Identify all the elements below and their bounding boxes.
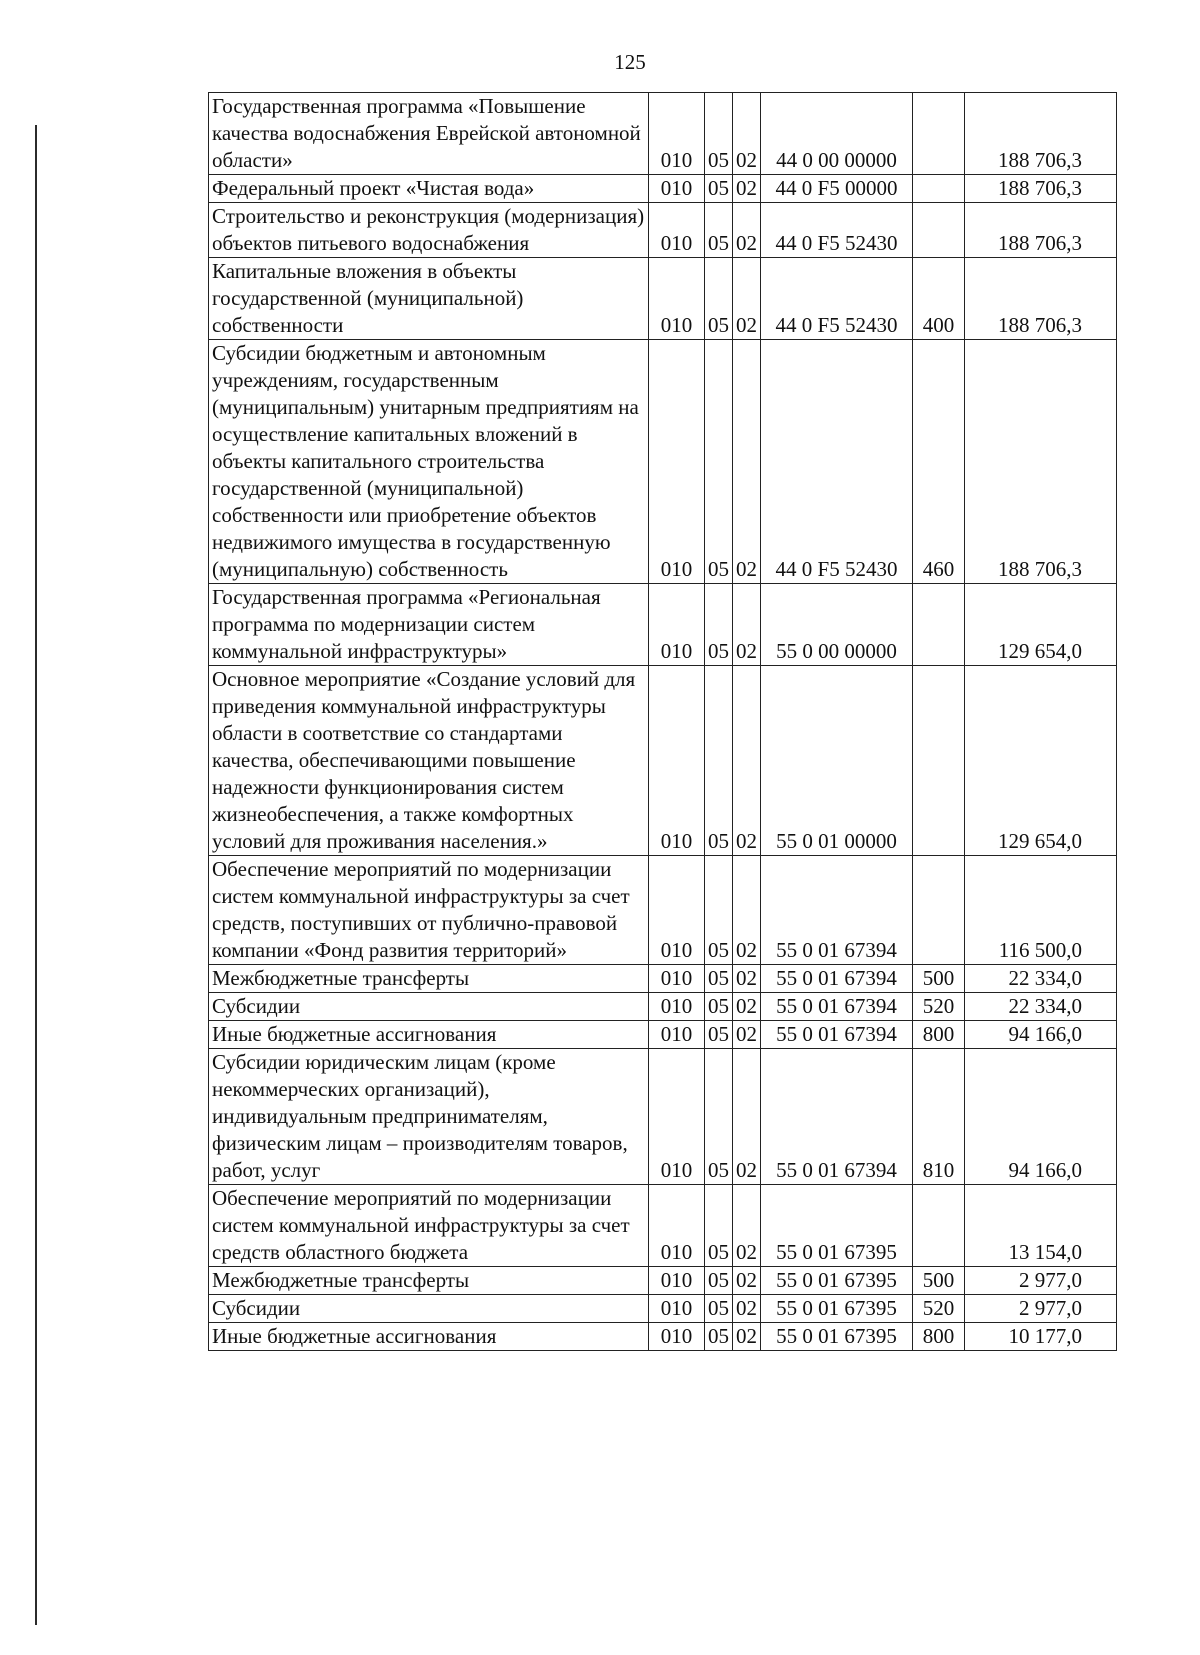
row-expense-type-code	[913, 203, 965, 258]
row-subsection-code: 02	[733, 993, 761, 1021]
row-target-article-code: 44 0 F5 52430	[761, 340, 913, 584]
row-amount: 22 334,0	[965, 965, 1117, 993]
row-expense-type-code	[913, 1185, 965, 1267]
row-ministry-code: 010	[649, 340, 705, 584]
row-name-cell: Межбюджетные трансферты	[209, 965, 649, 993]
row-amount: 188 706,3	[965, 203, 1117, 258]
row-ministry-code: 010	[649, 93, 705, 175]
row-amount: 129 654,0	[965, 666, 1117, 856]
row-ministry-code: 010	[649, 1323, 705, 1351]
row-section-code: 05	[705, 1021, 733, 1049]
row-amount: 188 706,3	[965, 175, 1117, 203]
row-name-cell: Иные бюджетные ассигнования	[209, 1323, 649, 1351]
row-subsection-code: 02	[733, 1323, 761, 1351]
row-name-cell: Капитальные вложения в объекты государственной (муниципальной) собственности	[209, 258, 649, 340]
row-section-code: 05	[705, 1323, 733, 1351]
row-amount: 116 500,0	[965, 856, 1117, 965]
table-row	[209, 1295, 1117, 1323]
row-ministry-code: 010	[649, 993, 705, 1021]
row-expense-type-code: 460	[913, 340, 965, 584]
row-target-article-code: 55 0 01 67395	[761, 1185, 913, 1267]
row-target-article-code: 55 0 01 67394	[761, 856, 913, 965]
row-ministry-code: 010	[649, 856, 705, 965]
row-name-cell: Основное мероприятие «Создание условий для приведения коммунальной инфраструктуры области в соответствие со стандартами качества, обеспечивающими повышение надежности функционирования систем жизнеобеспечения, а также комфортных условий для проживания населения.»	[209, 666, 649, 856]
row-amount: 2 977,0	[965, 1295, 1117, 1323]
row-subsection-code: 02	[733, 340, 761, 584]
table-row	[209, 666, 1117, 856]
row-expense-type-code	[913, 666, 965, 856]
row-target-article-code: 44 0 F5 52430	[761, 203, 913, 258]
row-expense-type-code: 520	[913, 993, 965, 1021]
row-expense-type-code: 500	[913, 965, 965, 993]
row-subsection-code: 02	[733, 93, 761, 175]
budget-table-body	[209, 93, 1117, 1351]
row-name-cell: Субсидии	[209, 1295, 649, 1323]
row-section-code: 05	[705, 340, 733, 584]
row-name-cell: Субсидии юридическим лицам (кроме некоммерческих организаций), индивидуальным предпринимателям, физическим лицам – производителям товаров, работ, услуг	[209, 1049, 649, 1185]
table-row	[209, 175, 1117, 203]
table-row	[209, 340, 1117, 584]
row-ministry-code: 010	[649, 1267, 705, 1295]
row-ministry-code: 010	[649, 258, 705, 340]
row-target-article-code: 44 0 00 00000	[761, 93, 913, 175]
scan-edge-line	[35, 125, 37, 1625]
row-ministry-code: 010	[649, 965, 705, 993]
table-row	[209, 203, 1117, 258]
row-target-article-code: 55 0 01 00000	[761, 666, 913, 856]
row-subsection-code: 02	[733, 1185, 761, 1267]
page-number: 125	[614, 50, 646, 74]
table-row	[209, 965, 1117, 993]
row-amount: 22 334,0	[965, 993, 1117, 1021]
row-subsection-code: 02	[733, 1049, 761, 1185]
row-amount: 188 706,3	[965, 340, 1117, 584]
row-target-article-code: 55 0 01 67395	[761, 1267, 913, 1295]
row-section-code: 05	[705, 258, 733, 340]
table-row	[209, 1021, 1117, 1049]
row-expense-type-code	[913, 584, 965, 666]
table-row	[209, 93, 1117, 175]
row-target-article-code: 55 0 01 67394	[761, 1021, 913, 1049]
row-section-code: 05	[705, 1049, 733, 1185]
row-ministry-code: 010	[649, 1185, 705, 1267]
row-amount: 188 706,3	[965, 93, 1117, 175]
row-expense-type-code	[913, 93, 965, 175]
row-expense-type-code: 810	[913, 1049, 965, 1185]
row-name-cell: Строительство и реконструкция (модернизация) объектов питьевого водоснабжения	[209, 203, 649, 258]
row-amount: 94 166,0	[965, 1021, 1117, 1049]
row-name-cell: Государственная программа «Повышение качества водоснабжения Еврейской автономной области»	[209, 93, 649, 175]
row-target-article-code: 44 0 F5 52430	[761, 258, 913, 340]
row-section-code: 05	[705, 1185, 733, 1267]
row-expense-type-code: 400	[913, 258, 965, 340]
row-subsection-code: 02	[733, 856, 761, 965]
table-row	[209, 1267, 1117, 1295]
row-subsection-code: 02	[733, 1295, 761, 1323]
row-section-code: 05	[705, 175, 733, 203]
row-subsection-code: 02	[733, 1267, 761, 1295]
row-ministry-code: 010	[649, 666, 705, 856]
row-expense-type-code	[913, 856, 965, 965]
row-section-code: 05	[705, 856, 733, 965]
row-target-article-code: 55 0 00 00000	[761, 584, 913, 666]
table-row	[209, 258, 1117, 340]
row-name-cell: Субсидии бюджетным и автономным учреждениям, государственным (муниципальным) унитарным предприятиям на осуществление капитальных вложений в объекты капитального строительства государственной (муниципальной) собственности или приобретение объектов недвижимого имущества в государственную (муниципальную) собственность	[209, 340, 649, 584]
row-name-cell: Обеспечение мероприятий по модернизации систем коммунальной инфраструктуры за счет средств, поступивших от публично-правовой компании «Фонд развития территорий»	[209, 856, 649, 965]
row-section-code: 05	[705, 584, 733, 666]
row-name-cell: Обеспечение мероприятий по модернизации систем коммунальной инфраструктуры за счет средств областного бюджета	[209, 1185, 649, 1267]
row-section-code: 05	[705, 1295, 733, 1323]
row-expense-type-code: 800	[913, 1021, 965, 1049]
row-amount: 13 154,0	[965, 1185, 1117, 1267]
row-amount: 2 977,0	[965, 1267, 1117, 1295]
row-subsection-code: 02	[733, 258, 761, 340]
row-subsection-code: 02	[733, 203, 761, 258]
row-target-article-code: 55 0 01 67394	[761, 965, 913, 993]
row-section-code: 05	[705, 666, 733, 856]
table-row	[209, 1185, 1117, 1267]
row-name-cell: Иные бюджетные ассигнования	[209, 1021, 649, 1049]
row-amount: 10 177,0	[965, 1323, 1117, 1351]
row-name-cell: Межбюджетные трансферты	[209, 1267, 649, 1295]
row-target-article-code: 55 0 01 67394	[761, 993, 913, 1021]
table-row	[209, 1049, 1117, 1185]
row-ministry-code: 010	[649, 175, 705, 203]
budget-table	[208, 92, 1117, 1351]
row-name-cell: Субсидии	[209, 993, 649, 1021]
row-target-article-code: 55 0 01 67395	[761, 1323, 913, 1351]
row-expense-type-code	[913, 175, 965, 203]
row-section-code: 05	[705, 965, 733, 993]
row-ministry-code: 010	[649, 1021, 705, 1049]
row-target-article-code: 44 0 F5 00000	[761, 175, 913, 203]
row-ministry-code: 010	[649, 1295, 705, 1323]
row-section-code: 05	[705, 993, 733, 1021]
table-row	[209, 584, 1117, 666]
table-row	[209, 856, 1117, 965]
row-amount: 188 706,3	[965, 258, 1117, 340]
row-subsection-code: 02	[733, 584, 761, 666]
row-subsection-code: 02	[733, 175, 761, 203]
row-subsection-code: 02	[733, 965, 761, 993]
row-amount: 94 166,0	[965, 1049, 1117, 1185]
row-target-article-code: 55 0 01 67395	[761, 1295, 913, 1323]
row-section-code: 05	[705, 93, 733, 175]
row-name-cell: Федеральный проект «Чистая вода»	[209, 175, 649, 203]
row-section-code: 05	[705, 203, 733, 258]
row-ministry-code: 010	[649, 1049, 705, 1185]
row-name-cell: Государственная программа «Региональная программа по модернизации систем коммунальной инфраструктуры»	[209, 584, 649, 666]
row-subsection-code: 02	[733, 1021, 761, 1049]
row-amount: 129 654,0	[965, 584, 1117, 666]
row-expense-type-code: 800	[913, 1323, 965, 1351]
table-row	[209, 993, 1117, 1021]
row-subsection-code: 02	[733, 666, 761, 856]
row-expense-type-code: 520	[913, 1295, 965, 1323]
row-target-article-code: 55 0 01 67394	[761, 1049, 913, 1185]
row-section-code: 05	[705, 1267, 733, 1295]
row-ministry-code: 010	[649, 584, 705, 666]
row-expense-type-code: 500	[913, 1267, 965, 1295]
row-ministry-code: 010	[649, 203, 705, 258]
table-row	[209, 1323, 1117, 1351]
